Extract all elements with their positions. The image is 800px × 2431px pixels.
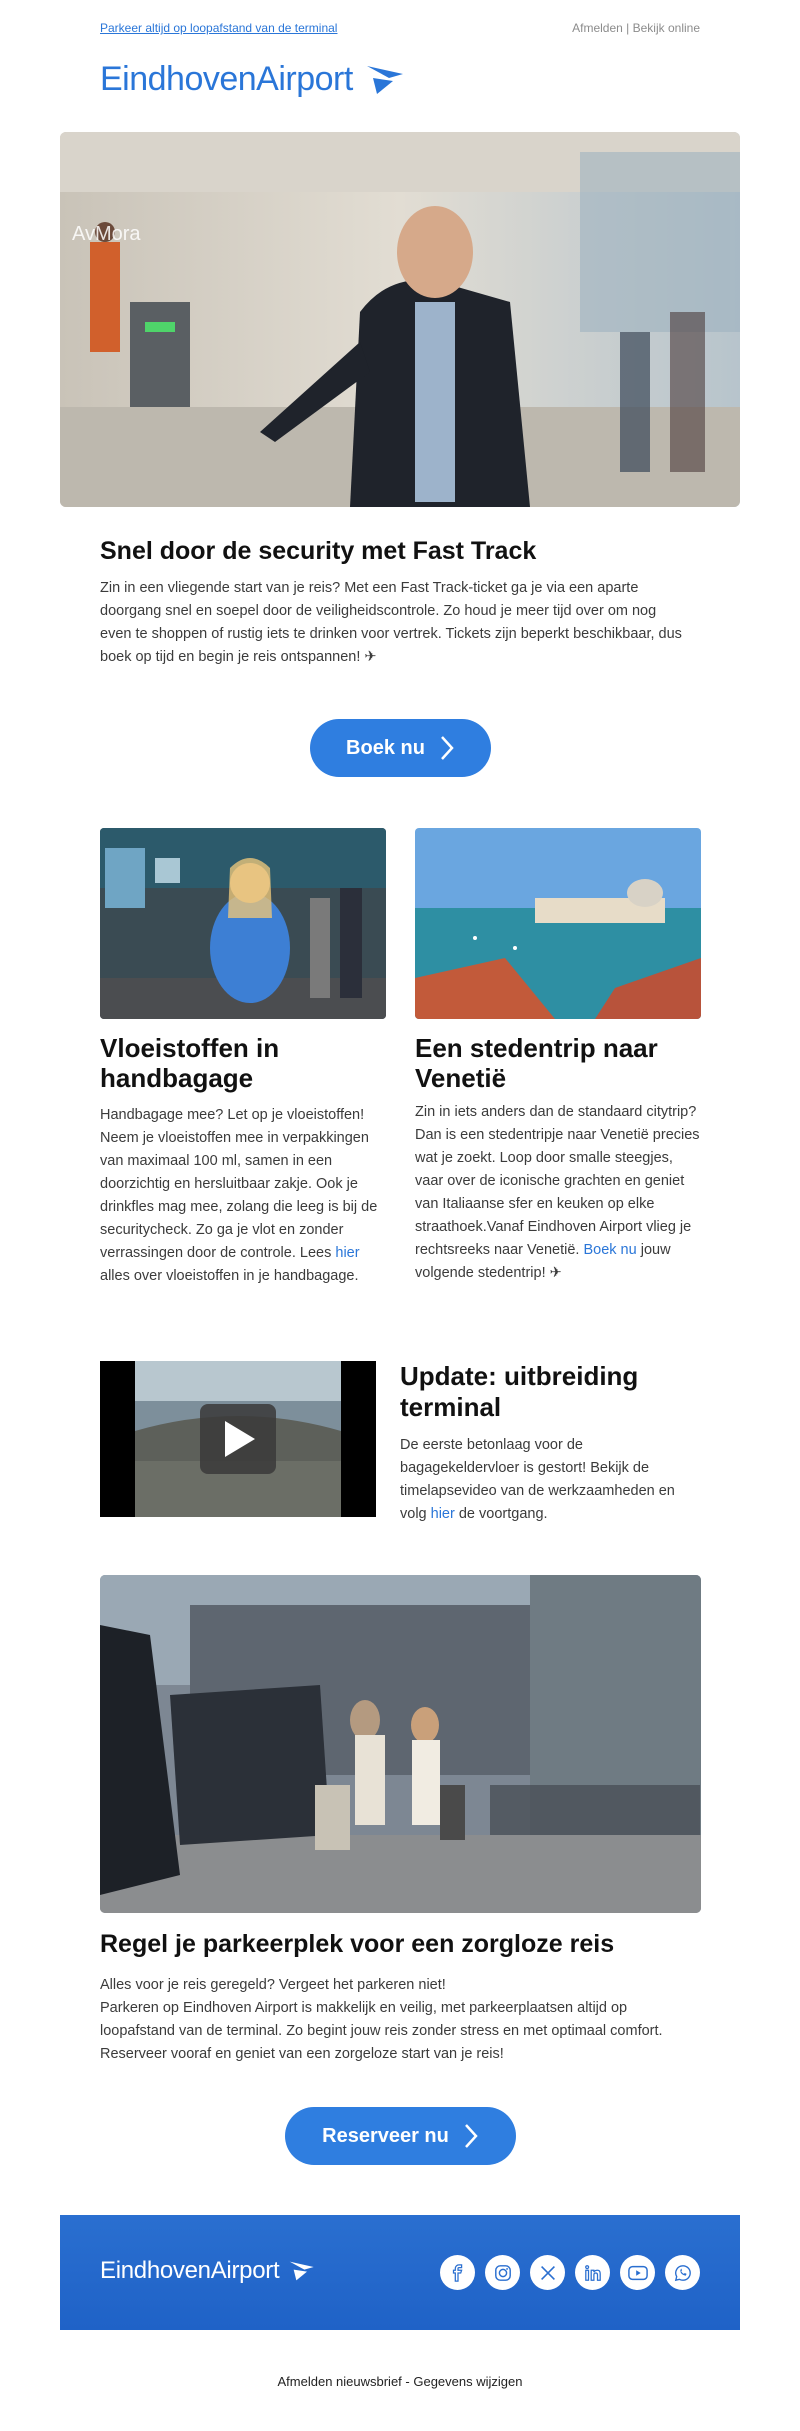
footer-bottom-links — [0, 2374, 800, 2389]
venice-book-link[interactable]: Boek nu — [583, 1242, 637, 1258]
liquids-image — [100, 828, 386, 1019]
social-links — [440, 2255, 700, 2290]
plane-tail-icon — [363, 64, 405, 96]
edit-details-link[interactable]: Gegevens wijzigen — [413, 2374, 523, 2389]
liquids-text-end: alles over vloeistoffen in je handbagage. — [100, 1268, 359, 1284]
parking-body — [100, 1974, 700, 2066]
footer-brand-name: EindhovenAirport — [100, 2257, 280, 2284]
facebook-icon[interactable] — [440, 2255, 475, 2290]
unsubscribe-link[interactable]: Afmelden — [572, 21, 623, 35]
terminal-text-end: de voortgang. — [454, 1506, 548, 1522]
fasttrack-body: Zin in een vliegende start van je reis? Met een Fast Track-ticket ga je via een aparte doorgang snel en soepel door de veiligheidscontrole. Zo houd je meer tijd over om nog even te shoppen of rustig iets te drinken voor vertrek. Tickets zijn beperkt beschikbaar, dus boek op tijd en begin je reis ontspannen! ✈ — [100, 580, 682, 665]
topbar-links — [572, 21, 700, 35]
venice-text: Zin in iets anders dan de standaard citytrip? Dan is een stedentripje naar Venetië precies wat je zoekt. Loop door smalle steegjes, vaar over de iconische grachten en geniet van Italiaanse sfer en keuken op elke straathoek.Vanaf Eindhoven Airport vlieg je rechtsreeks naar Venetië. — [415, 1104, 700, 1258]
reserve-now-button[interactable] — [285, 2107, 516, 2165]
footer — [60, 2215, 740, 2330]
parking-line-2: Parkeren op Eindhoven Airport is makkelijk en veilig, met parkeerplaatsen altijd op loopafstand van de terminal. Zo begint jouw reis zonder stress en met optimaal comfort. Reserveer vooraf en geniet van een zorgeloze start van je reis! — [100, 2000, 663, 2062]
chevron-right-icon — [463, 2122, 479, 2150]
footer-logo[interactable] — [100, 2257, 315, 2285]
brand-name: EindhovenAirport — [100, 60, 353, 98]
youtube-icon[interactable] — [620, 2255, 655, 2290]
hero-sign-text: AvMora — [72, 223, 141, 245]
whatsapp-icon[interactable] — [665, 2255, 700, 2290]
book-now-button[interactable] — [310, 719, 491, 777]
chevron-right-icon — [439, 734, 455, 762]
parking-image — [100, 1575, 701, 1913]
terminal-update-body — [400, 1434, 700, 1526]
book-now-label: Boek nu — [346, 736, 425, 759]
x-icon[interactable] — [530, 2255, 565, 2290]
liquids-title: Vloeistoffen in handbagage — [100, 1033, 280, 1093]
fasttrack-title: Snel door de security met Fast Track — [100, 537, 537, 565]
parking-title: Regel je parkeerplek voor een zorgloze reis — [100, 1930, 615, 1958]
newsletter-unsubscribe-link[interactable]: Afmelden nieuwsbrief — [277, 2374, 402, 2389]
liquids-body — [100, 1104, 390, 1288]
terminal-progress-link[interactable]: hier — [430, 1506, 455, 1522]
brand-logo[interactable] — [100, 60, 405, 99]
venice-text-end: jouw volgende stedentrip! ✈ — [415, 1242, 671, 1281]
venice-title: Een stedentrip naar Venetië — [415, 1033, 658, 1093]
terminal-video[interactable] — [100, 1361, 376, 1517]
venice-image — [415, 828, 701, 1019]
parking-promo-link[interactable]: Parkeer altijd op loopafstand van de terminal — [100, 21, 338, 35]
liquids-text: Handbagage mee? Let op je vloeistoffen! Neem je vloeistoffen mee in verpakkingen van maximaal 100 ml, samen in een doorzichtig en hersluitbaar zakje. Ook je drinkfles mag mee, zolang die leeg is bij de securitycheck. Zo ga je vlot en zonder verrassingen door de controle. Lees — [100, 1107, 378, 1261]
instagram-icon[interactable] — [485, 2255, 520, 2290]
parking-line-1: Alles voor je reis geregeld? Vergeet het parkeren niet! — [100, 1977, 446, 1993]
topbar-separator: | — [626, 21, 630, 35]
plane-tail-icon — [287, 2260, 315, 2282]
liquids-link[interactable]: hier — [335, 1245, 360, 1261]
linkedin-icon[interactable] — [575, 2255, 610, 2290]
reserve-now-label: Reserveer nu — [322, 2124, 449, 2147]
view-online-link[interactable]: Bekijk online — [632, 21, 700, 35]
venice-body — [415, 1101, 705, 1285]
bottom-separator: - — [401, 2374, 414, 2389]
hero-image — [60, 132, 740, 507]
terminal-update-title: Update: uitbreiding terminal — [400, 1361, 639, 1422]
terminal-text: De eerste betonlaag voor de bagagekeldervloer is gestort! Bekijk de timelapsevideo van de werkzaamheden en volg — [400, 1437, 675, 1522]
